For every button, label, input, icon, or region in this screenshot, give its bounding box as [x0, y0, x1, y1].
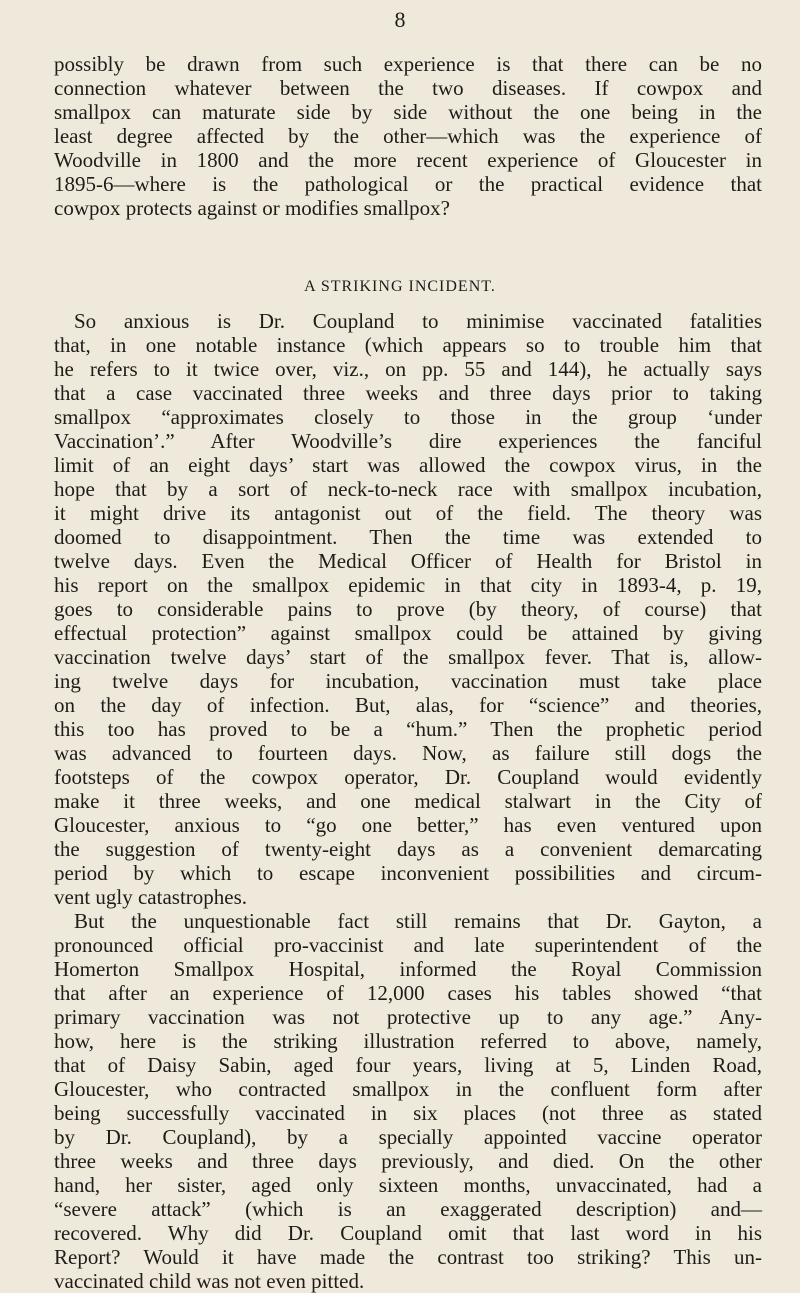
text-line: he refers to it twice over, viz., on pp. 55 and 144), he actually says — [54, 357, 762, 381]
text-line: Gloucester, anxious to “go one better,” has even ventured upon — [54, 813, 762, 837]
text-line: “severe attack” (which is an exaggerated description) and— — [54, 1197, 762, 1221]
text-line: his report on the smallpox epidemic in that city in 1893-4, p. 19, — [54, 573, 762, 597]
text-line: the suggestion of twenty-eight days as a convenient demarcating — [54, 837, 762, 861]
text-line: Report? Would it have made the contrast too striking? This un- — [54, 1245, 762, 1269]
text-line: effectual protection” against smallpox could be attained by giving — [54, 621, 762, 645]
text-line: So anxious is Dr. Coupland to minimise vaccinated fatalities — [74, 309, 762, 333]
text-line: that a case vaccinated three weeks and three days prior to taking — [54, 381, 762, 405]
text-line: doomed to disappointment. Then the time was extended to — [54, 525, 762, 549]
text-line: it might drive its antagonist out of the field. The theory was — [54, 501, 762, 525]
text-line: smallpox “approximates closely to those in the group ‘under — [54, 405, 762, 429]
text-line: vaccination twelve days’ start of the smallpox fever. That is, allow- — [54, 645, 762, 669]
text-line: Gloucester, who contracted smallpox in the confluent form after — [54, 1077, 762, 1101]
text-line: Woodville in 1800 and the more recent experience of Gloucester in — [54, 148, 762, 172]
opening-paragraph — [54, 52, 762, 220]
text-line: hope that by a sort of neck-to-neck race with smallpox incubation, — [54, 477, 762, 501]
text-line: by Dr. Coupland), by a specially appointed vaccine operator — [54, 1125, 762, 1149]
text-line: footsteps of the cowpox operator, Dr. Coupland would evidently — [54, 765, 762, 789]
text-line: Homerton Smallpox Hospital, informed the Royal Commission — [54, 957, 762, 981]
text-line: how, here is the striking illustration referred to above, namely, — [54, 1029, 762, 1053]
text-line: smallpox can maturate side by side without the one being in the — [54, 100, 762, 124]
text-line: was advanced to fourteen days. Now, as failure still dogs the — [54, 741, 762, 765]
text-line: on the day of infection. But, alas, for “science” and theories, — [54, 693, 762, 717]
section-heading: A STRIKING INCIDENT. — [304, 278, 496, 295]
text-line: period by which to escape inconvenient possibilities and circum- — [54, 861, 762, 885]
text-line: make it three weeks, and one medical stalwart in the City of — [54, 789, 762, 813]
section-body — [54, 309, 762, 1293]
text-line: ing twelve days for incubation, vaccination must take place — [54, 669, 762, 693]
text-line: that after an experience of 12,000 cases his tables showed “that — [54, 981, 762, 1005]
text-line: But the unquestionable fact still remains that Dr. Gayton, a — [74, 909, 762, 933]
text-line: vent ugly catastrophes. — [54, 885, 248, 909]
text-line: vaccinated child was not even pitted. — [54, 1269, 365, 1293]
text-line: this too has proved to be a “hum.” Then the prophetic period — [54, 717, 762, 741]
text-line: pronounced official pro-vaccinist and late superintendent of the — [54, 933, 762, 957]
text-line: least degree affected by the other—which was the experience of — [54, 124, 762, 148]
text-line: three weeks and three days previously, and died. On the other — [54, 1149, 762, 1173]
page-number: 8 — [394, 7, 406, 32]
text-line: connection whatever between the two diseases. If cowpox and — [54, 76, 762, 100]
text-line: that, in one notable instance (which appears so to trouble him that — [54, 333, 762, 357]
text-line: primary vaccination was not protective up to any age.” Any- — [54, 1005, 762, 1029]
text-line: twelve days. Even the Medical Officer of Health for Bristol in — [54, 549, 762, 573]
text-line: limit of an eight days’ start was allowed the cowpox virus, in the — [54, 453, 762, 477]
text-line: Vaccination’.” After Woodville’s dire experiences the fanciful — [54, 429, 762, 453]
text-line: cowpox protects against or modifies smallpox? — [54, 196, 450, 220]
text-line: possibly be drawn from such experience is that there can be no — [54, 52, 762, 76]
text-line: recovered. Why did Dr. Coupland omit that last word in his — [54, 1221, 762, 1245]
text-line: being successfully vaccinated in six places (not three as stated — [54, 1101, 762, 1125]
text-line: goes to considerable pains to prove (by theory, of course) that — [54, 597, 762, 621]
text-line: hand, her sister, aged only sixteen months, unvaccinated, had a — [54, 1173, 762, 1197]
text-line: 1895-6—where is the pathological or the practical evidence that — [54, 172, 762, 196]
text-line: that of Daisy Sabin, aged four years, living at 5, Linden Road, — [54, 1053, 762, 1077]
